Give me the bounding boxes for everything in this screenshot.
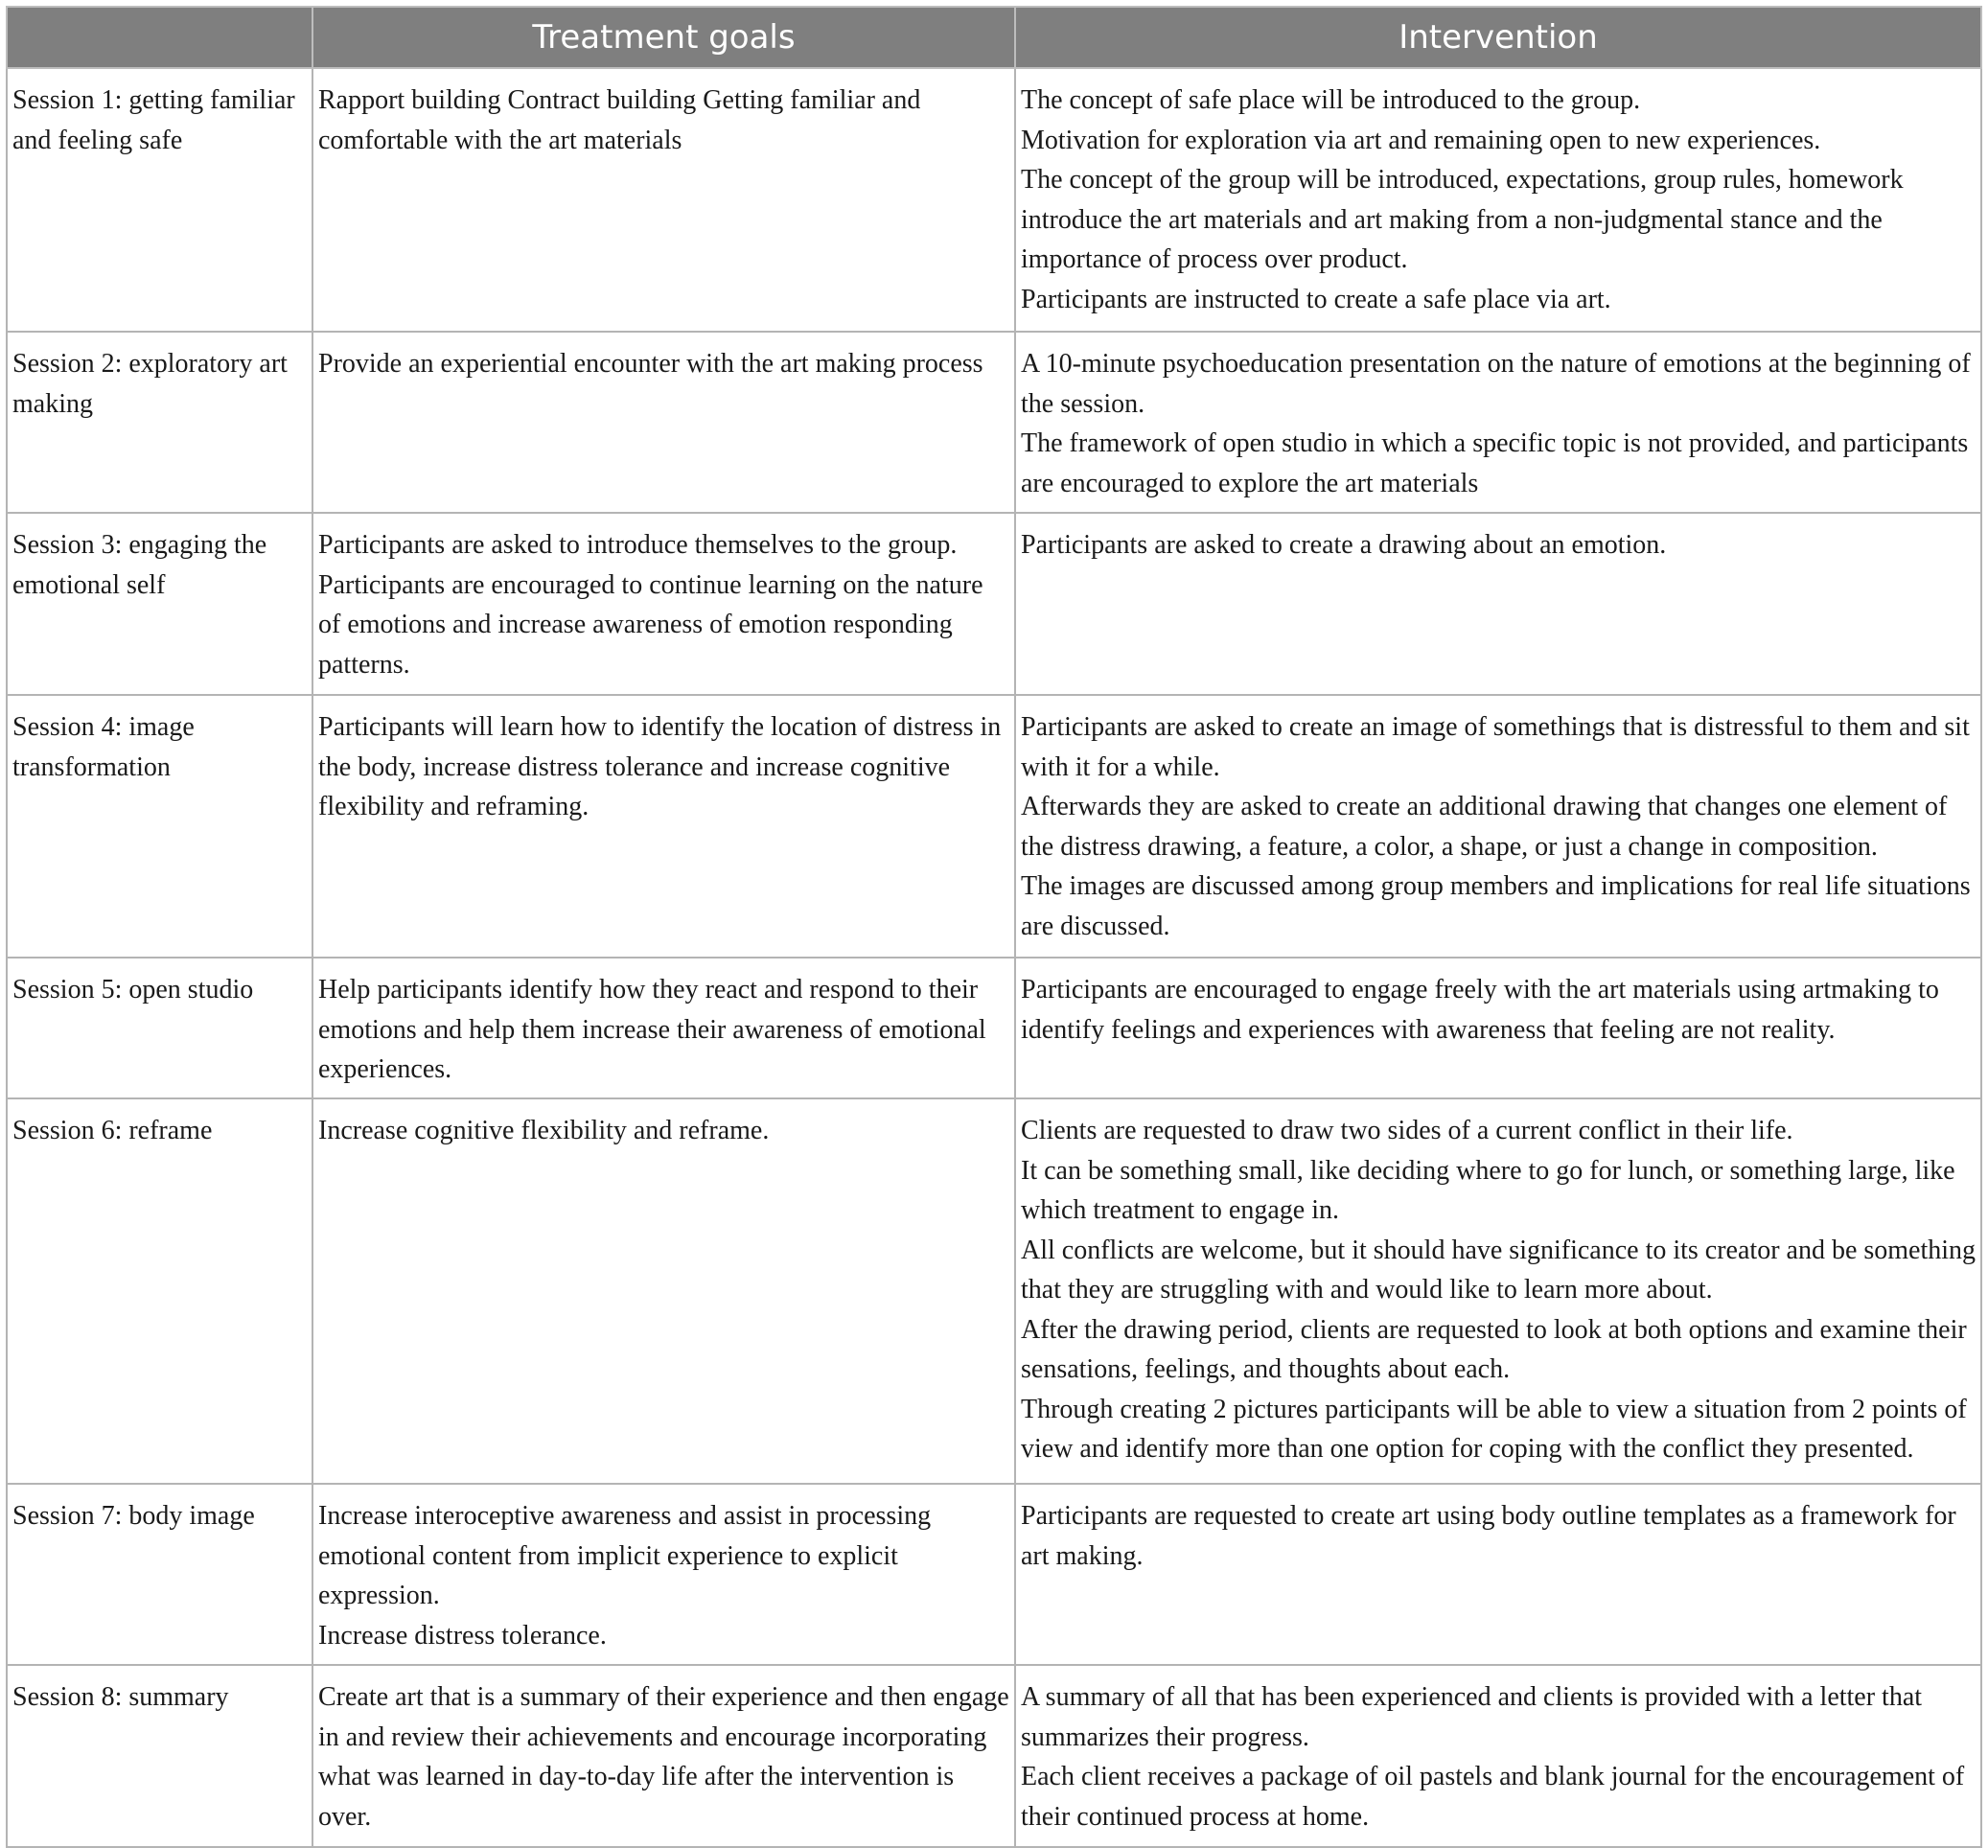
treatment-goals-cell bbox=[312, 1665, 1015, 1847]
treatment-table-container bbox=[6, 6, 1980, 1848]
intervention-cell bbox=[1015, 68, 1981, 332]
table-row bbox=[7, 513, 1981, 695]
intervention-text: Motivation for exploration via art and remaining open to new experiences. bbox=[1021, 125, 1821, 155]
session-cell: Session 3: engaging the emotional self bbox=[7, 513, 312, 695]
intervention-cell bbox=[1015, 1484, 1981, 1665]
session-cell: Session 2: exploratory art making bbox=[7, 332, 312, 513]
goal-text: Create art that is a summary of their experience and then engage in and review their achievements and encourage incorporating what was learned in day-to-day life after the intervention is over. bbox=[318, 1682, 1009, 1832]
session-cell: Session 7: body image bbox=[7, 1484, 312, 1665]
session-cell: Session 8: summary bbox=[7, 1665, 312, 1847]
table-row bbox=[7, 1665, 1981, 1847]
table-row bbox=[7, 958, 1981, 1098]
intervention-cell bbox=[1015, 332, 1981, 513]
intervention-text: Participants are encouraged to engage freely with the art materials using artmaking to identify feelings and experiences with awareness that feeling are not reality. bbox=[1021, 975, 1939, 1045]
treatment-goals-cell bbox=[312, 1484, 1015, 1665]
treatment-goals-cell bbox=[312, 1098, 1015, 1484]
session-cell: Session 1: getting familiar and feeling safe bbox=[7, 68, 312, 332]
intervention-text: Participants are instructed to create a safe place via art. bbox=[1021, 284, 1611, 314]
session-cell: Session 5: open studio bbox=[7, 958, 312, 1098]
goal-text: Increase interoceptive awareness and assist in processing emotional content from implicit experience to explicit expression. bbox=[318, 1501, 932, 1610]
treatment-goals-cell bbox=[312, 958, 1015, 1098]
intervention-text: It can be something small, like deciding where to go for lunch, or something large, like which treatment to engage in. bbox=[1021, 1155, 1955, 1225]
table-row bbox=[7, 332, 1981, 513]
table-row bbox=[7, 1098, 1981, 1484]
intervention-text: Participants are asked to create an image of somethings that is distressful to them and sit with it for a while. bbox=[1021, 712, 1970, 782]
goal-text: Participants are asked to introduce themselves to the group. bbox=[318, 530, 958, 560]
goal-text: Rapport building Contract building Getting familiar and comfortable with the art materials bbox=[318, 85, 921, 155]
intervention-cell bbox=[1015, 958, 1981, 1098]
intervention-text: The images are discussed among group members and implications for real life situations are discussed. bbox=[1021, 871, 1971, 941]
table-row bbox=[7, 68, 1981, 332]
treatment-goals-cell bbox=[312, 68, 1015, 332]
session-cell: Session 6: reframe bbox=[7, 1098, 312, 1484]
table-row bbox=[7, 695, 1981, 958]
header-intervention: Intervention bbox=[1015, 7, 1981, 68]
session-cell: Session 4: image transformation bbox=[7, 695, 312, 958]
goal-text: Provide an experiential encounter with the art making process bbox=[318, 349, 983, 379]
intervention-text: Participants are asked to create a drawing about an emotion. bbox=[1021, 530, 1667, 560]
intervention-cell bbox=[1015, 513, 1981, 695]
intervention-text: After the drawing period, clients are requested to look at both options and examine their sensations, feelings, and thoughts about each. bbox=[1021, 1314, 1967, 1384]
intervention-cell bbox=[1015, 1665, 1981, 1847]
intervention-text: Afterwards they are asked to create an additional drawing that changes one element of the distress drawing, a feature, a color, a shape, or just a change in composition. bbox=[1021, 792, 1948, 862]
header-treatment-goals: Treatment goals bbox=[312, 7, 1015, 68]
intervention-cell bbox=[1015, 695, 1981, 958]
treatment-goals-cell bbox=[312, 513, 1015, 695]
intervention-text: Clients are requested to draw two sides of a current conflict in their life. bbox=[1021, 1116, 1793, 1145]
intervention-cell bbox=[1015, 1098, 1981, 1484]
goal-text: Help participants identify how they react and respond to their emotions and help them increase their awareness of emotional experiences. bbox=[318, 975, 986, 1084]
table-header-row bbox=[7, 7, 1981, 68]
intervention-text: Each client receives a package of oil pastels and blank journal for the encouragement of their continued process at home. bbox=[1021, 1762, 1965, 1832]
intervention-text: The framework of open studio in which a specific topic is not provided, and participants are encouraged to explore the art materials bbox=[1021, 428, 1969, 498]
goal-text: Participants will learn how to identify the location of distress in the body, increase distress tolerance and increase cognitive flexibility and reframing. bbox=[318, 712, 1002, 821]
intervention-text: All conflicts are welcome, but it should have significance to its creator and be something that they are struggling with and would like to learn more about. bbox=[1021, 1235, 1976, 1305]
intervention-text: Through creating 2 pictures participants will be able to view a situation from 2 points of view and identify more than one option for coping with the conflict they presented. bbox=[1021, 1394, 1967, 1464]
intervention-text: The concept of the group will be introduced, expectations, group rules, homework introduce the art materials and art making from a non-judgmental stance and the importance of process over product. bbox=[1021, 165, 1904, 274]
intervention-text: The concept of safe place will be introduced to the group. bbox=[1021, 85, 1641, 115]
treatment-goals-cell bbox=[312, 695, 1015, 958]
treatment-goals-cell bbox=[312, 332, 1015, 513]
goal-text: Increase cognitive flexibility and reframe. bbox=[318, 1116, 770, 1145]
intervention-text: A 10-minute psychoeducation presentation on the nature of emotions at the beginning of the session. bbox=[1021, 349, 1971, 419]
intervention-text: Participants are requested to create art using body outline templates as a framework for art making. bbox=[1021, 1501, 1956, 1571]
goal-text: Participants are encouraged to continue learning on the nature of emotions and increase awareness of emotion responding patterns. bbox=[318, 569, 983, 680]
table-row bbox=[7, 1484, 1981, 1665]
header-session bbox=[7, 7, 312, 68]
treatment-table bbox=[6, 6, 1982, 1848]
goal-text: Increase distress tolerance. bbox=[318, 1620, 607, 1651]
table-body bbox=[7, 68, 1981, 1847]
intervention-text: A summary of all that has been experienced and clients is provided with a letter that summarizes their progress. bbox=[1021, 1682, 1923, 1752]
